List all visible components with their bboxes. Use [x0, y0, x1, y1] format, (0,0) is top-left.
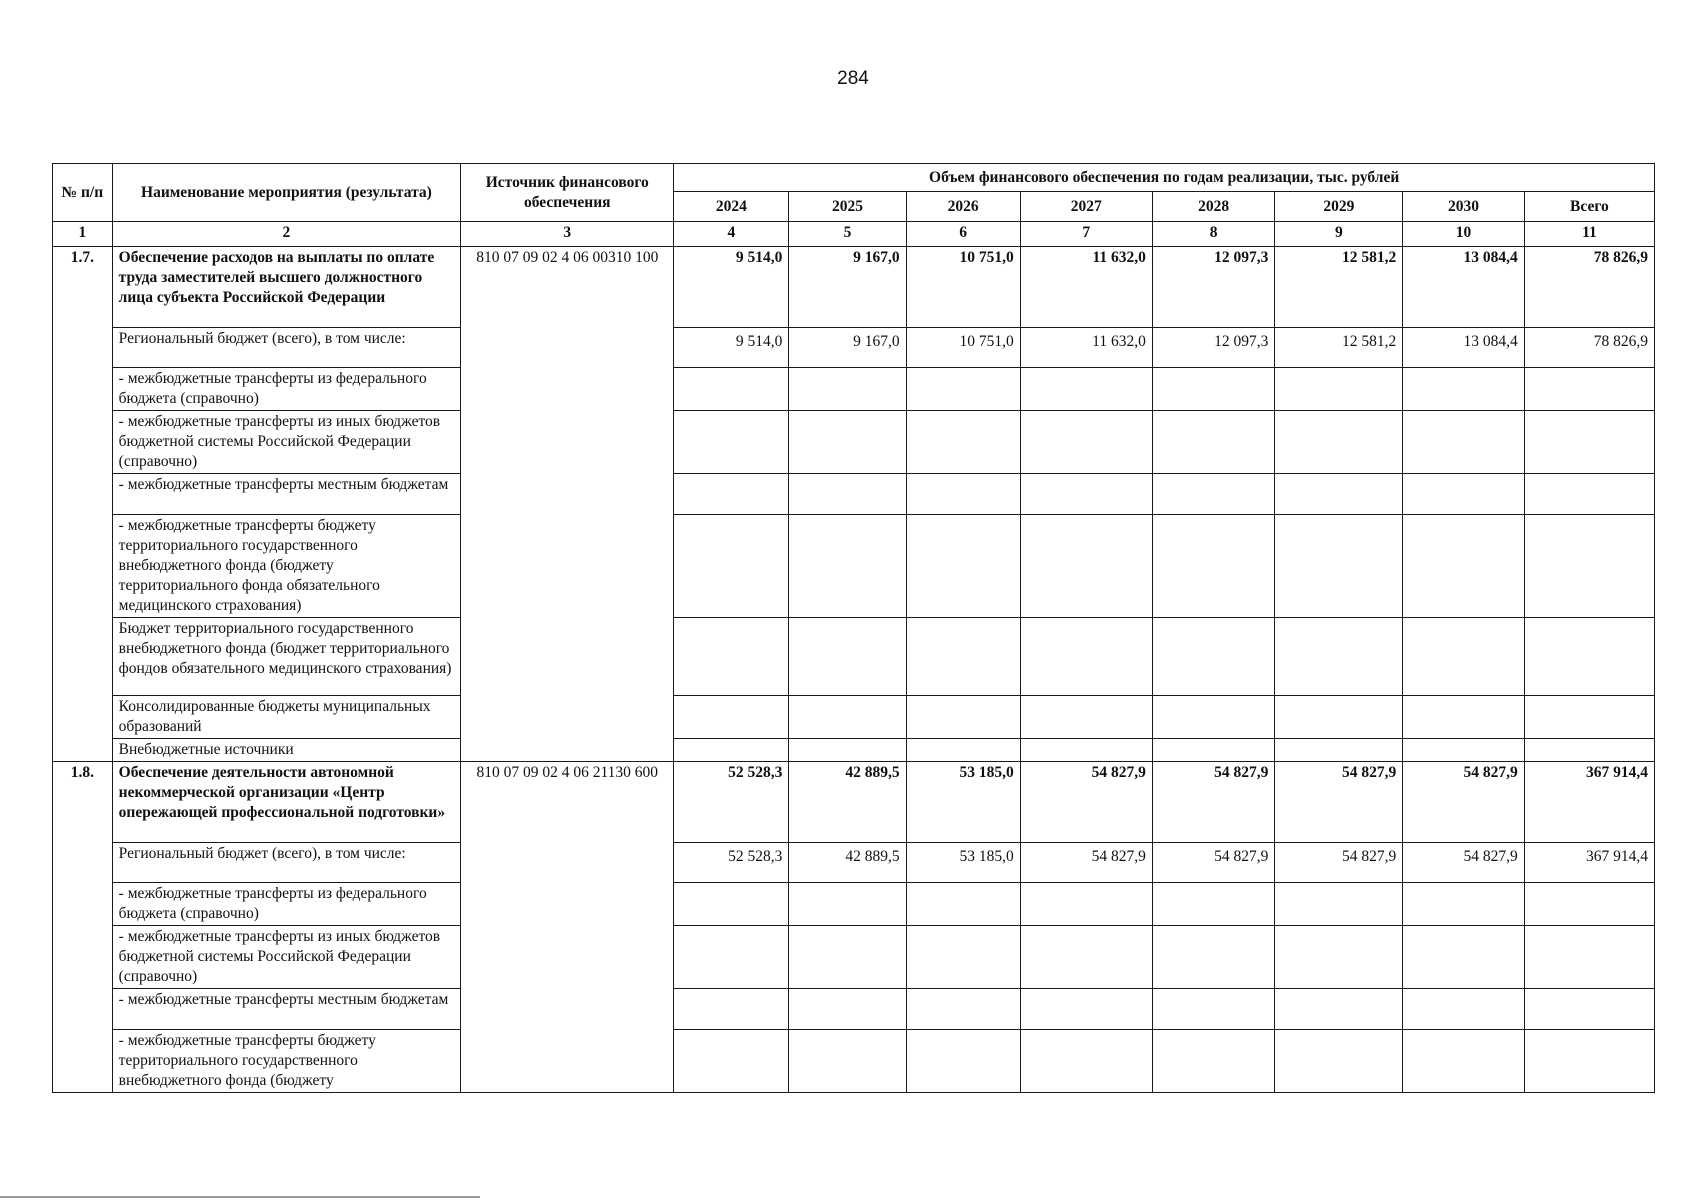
year-value-cell — [1152, 883, 1275, 926]
funding-source-name: Региональный бюджет (всего), в том числе: — [112, 843, 461, 883]
year-value-cell — [1403, 1030, 1525, 1093]
year-value-cell — [906, 696, 1020, 739]
year-value-cell — [1152, 618, 1275, 696]
year-value-cell — [1275, 926, 1403, 989]
table-row — [53, 926, 1655, 989]
year-value-cell — [1020, 474, 1152, 515]
year-value-cell — [1403, 926, 1525, 989]
year-value-cell — [789, 926, 906, 989]
column-number: 11 — [1524, 222, 1654, 247]
section-header-row — [53, 247, 1655, 328]
year-value-cell: 54 827,9 — [1020, 843, 1152, 883]
total-cell — [1524, 739, 1654, 762]
year-value-cell — [1403, 474, 1525, 515]
year-value-cell — [1275, 411, 1403, 474]
year-value-cell — [674, 989, 789, 1030]
year-value-cell — [1152, 368, 1275, 411]
table-row — [53, 411, 1655, 474]
table-row — [53, 843, 1655, 883]
year-value-cell: 54 827,9 — [1152, 762, 1275, 843]
total-cell — [1524, 696, 1654, 739]
year-value-cell: 42 889,5 — [789, 762, 906, 843]
table-row — [53, 696, 1655, 739]
funding-source-name: - межбюджетные трансферты местным бюджетам — [112, 474, 461, 515]
total-cell — [1524, 618, 1654, 696]
year-value-cell — [1275, 1030, 1403, 1093]
year-value-cell: 13 084,4 — [1403, 247, 1525, 328]
year-header: 2027 — [1020, 192, 1152, 222]
funding-source-name: - межбюджетные трансферты из иных бюджетов бюджетной системы Российской Федерации (справочно) — [112, 411, 461, 474]
year-value-cell — [1152, 515, 1275, 618]
year-value-cell — [674, 368, 789, 411]
year-value-cell: 52 528,3 — [674, 843, 789, 883]
total-cell: 78 826,9 — [1524, 328, 1654, 368]
year-value-cell — [1275, 696, 1403, 739]
year-value-cell — [674, 474, 789, 515]
budget-classification-code: 810 07 09 02 4 06 21130 600 — [461, 762, 674, 1093]
table-row — [53, 618, 1655, 696]
year-value-cell — [906, 989, 1020, 1030]
year-value-cell — [1020, 883, 1152, 926]
year-value-cell — [1152, 696, 1275, 739]
total-header: Всего — [1524, 192, 1654, 222]
year-value-cell: 11 632,0 — [1020, 247, 1152, 328]
year-value-cell: 10 751,0 — [906, 247, 1020, 328]
section-header-row — [53, 762, 1655, 843]
year-value-cell: 10 751,0 — [906, 328, 1020, 368]
year-value-cell — [1275, 989, 1403, 1030]
year-value-cell — [1275, 368, 1403, 411]
year-value-cell — [789, 411, 906, 474]
section-number: 1.8. — [53, 762, 113, 1093]
year-value-cell: 54 827,9 — [1275, 762, 1403, 843]
year-value-cell — [1020, 739, 1152, 762]
col-header-no: № п/п — [53, 164, 113, 222]
total-cell: 367 914,4 — [1524, 762, 1654, 843]
year-value-cell — [789, 1030, 906, 1093]
year-value-cell — [1403, 696, 1525, 739]
year-value-cell: 54 827,9 — [1152, 843, 1275, 883]
year-value-cell — [674, 618, 789, 696]
year-value-cell — [1403, 989, 1525, 1030]
year-value-cell: 9 167,0 — [789, 328, 906, 368]
year-value-cell — [906, 474, 1020, 515]
year-value-cell: 53 185,0 — [906, 762, 1020, 843]
page-number: 284 — [837, 68, 869, 89]
column-number: 5 — [789, 222, 906, 247]
year-value-cell: 54 827,9 — [1403, 762, 1525, 843]
year-value-cell — [1152, 989, 1275, 1030]
year-value-cell — [906, 618, 1020, 696]
table-row — [53, 989, 1655, 1030]
total-cell — [1524, 474, 1654, 515]
funding-source-name: - межбюджетные трансферты из иных бюджетов бюджетной системы Российской Федерации (справочно) — [112, 926, 461, 989]
col-header-volume: Объем финансового обеспечения по годам реализации, тыс. рублей — [674, 164, 1655, 192]
funding-source-name: Региональный бюджет (всего), в том числе: — [112, 328, 461, 368]
funding-source-name: - межбюджетные трансферты местным бюджетам — [112, 989, 461, 1030]
total-cell — [1524, 989, 1654, 1030]
year-value-cell — [1020, 515, 1152, 618]
year-value-cell: 13 084,4 — [1403, 328, 1525, 368]
col-header-name: Наименование мероприятия (результата) — [112, 164, 461, 222]
year-value-cell — [1275, 739, 1403, 762]
funding-source-name: - межбюджетные трансферты из федерального бюджета (справочно) — [112, 883, 461, 926]
section-number: 1.7. — [53, 247, 113, 762]
year-value-cell: 12 097,3 — [1152, 328, 1275, 368]
column-number: 8 — [1152, 222, 1275, 247]
col-header-source: Источник финансового обеспечения — [461, 164, 674, 222]
year-value-cell — [1275, 474, 1403, 515]
year-value-cell: 12 581,2 — [1275, 328, 1403, 368]
total-cell — [1524, 926, 1654, 989]
year-value-cell — [789, 696, 906, 739]
year-value-cell: 54 827,9 — [1403, 843, 1525, 883]
year-value-cell — [906, 515, 1020, 618]
year-value-cell — [1152, 411, 1275, 474]
year-value-cell — [1403, 411, 1525, 474]
column-number: 1 — [53, 222, 113, 247]
year-value-cell: 42 889,5 — [789, 843, 906, 883]
column-number: 2 — [112, 222, 461, 247]
year-value-cell — [1275, 883, 1403, 926]
table-row — [53, 1030, 1655, 1093]
year-value-cell — [1020, 926, 1152, 989]
year-value-cell: 9 514,0 — [674, 328, 789, 368]
year-value-cell: 11 632,0 — [1020, 328, 1152, 368]
table-row — [53, 368, 1655, 411]
year-value-cell — [674, 515, 789, 618]
year-value-cell: 12 097,3 — [1152, 247, 1275, 328]
year-value-cell — [674, 739, 789, 762]
year-value-cell — [906, 411, 1020, 474]
year-value-cell: 53 185,0 — [906, 843, 1020, 883]
year-value-cell: 54 827,9 — [1020, 762, 1152, 843]
year-value-cell — [906, 1030, 1020, 1093]
year-value-cell: 12 581,2 — [1275, 247, 1403, 328]
total-cell — [1524, 1030, 1654, 1093]
total-cell: 367 914,4 — [1524, 843, 1654, 883]
total-cell — [1524, 411, 1654, 474]
year-value-cell — [674, 1030, 789, 1093]
year-value-cell — [1020, 618, 1152, 696]
year-value-cell — [906, 368, 1020, 411]
year-value-cell — [1020, 411, 1152, 474]
funding-source-name: Внебюджетные источники — [112, 739, 461, 762]
funding-source-name: Бюджет территориального государственного внебюджетного фонда (бюджет территориального фондов обязательного медицинского страхования) — [112, 618, 461, 696]
year-value-cell — [1403, 883, 1525, 926]
scan-edge-line — [0, 1196, 480, 1198]
year-value-cell — [1020, 368, 1152, 411]
year-value-cell — [1152, 474, 1275, 515]
table-row — [53, 328, 1655, 368]
year-value-cell — [906, 739, 1020, 762]
funding-source-name: - межбюджетные трансферты из федерального бюджета (справочно) — [112, 368, 461, 411]
column-number: 9 — [1275, 222, 1403, 247]
year-header: 2029 — [1275, 192, 1403, 222]
year-value-cell — [1403, 368, 1525, 411]
funding-source-name: Консолидированные бюджеты муниципальных образований — [112, 696, 461, 739]
year-value-cell: 52 528,3 — [674, 762, 789, 843]
year-value-cell — [1020, 1030, 1152, 1093]
year-value-cell — [674, 411, 789, 474]
funding-source-name: - межбюджетные трансферты бюджету территориального государственного внебюджетного фонда (бюджету территориального фонда обязательного медицинского страхования) — [112, 515, 461, 618]
year-value-cell — [789, 739, 906, 762]
year-value-cell — [789, 515, 906, 618]
year-value-cell — [789, 883, 906, 926]
year-value-cell — [674, 926, 789, 989]
total-cell — [1524, 368, 1654, 411]
column-number: 3 — [461, 222, 674, 247]
funding-source-name: - межбюджетные трансферты бюджету территориального государственного внебюджетного фонда (бюджету — [112, 1030, 461, 1093]
table-row — [53, 515, 1655, 618]
year-value-cell: 9 167,0 — [789, 247, 906, 328]
year-value-cell — [1275, 515, 1403, 618]
year-value-cell — [906, 926, 1020, 989]
year-value-cell — [789, 368, 906, 411]
year-header: 2025 — [789, 192, 906, 222]
budget-classification-code: 810 07 09 02 4 06 00310 100 — [461, 247, 674, 762]
year-value-cell — [1020, 989, 1152, 1030]
column-number: 10 — [1403, 222, 1525, 247]
year-header: 2028 — [1152, 192, 1275, 222]
year-value-cell — [1152, 1030, 1275, 1093]
table-row — [53, 883, 1655, 926]
activity-name: Обеспечение деятельности автономной некоммерческой организации «Центр опережающей профессиональной подготовки» — [112, 762, 461, 843]
year-value-cell — [1403, 618, 1525, 696]
year-header: 2024 — [674, 192, 789, 222]
budget-table — [52, 163, 1655, 1093]
year-value-cell — [789, 474, 906, 515]
column-number: 4 — [674, 222, 789, 247]
total-cell — [1524, 515, 1654, 618]
year-value-cell — [1152, 739, 1275, 762]
table-row — [53, 739, 1655, 762]
year-value-cell — [906, 883, 1020, 926]
table-row — [53, 474, 1655, 515]
total-cell: 78 826,9 — [1524, 247, 1654, 328]
year-value-cell — [674, 696, 789, 739]
year-value-cell — [789, 618, 906, 696]
year-value-cell — [1403, 515, 1525, 618]
year-value-cell — [1020, 696, 1152, 739]
year-value-cell — [1152, 926, 1275, 989]
year-value-cell — [674, 883, 789, 926]
column-number: 7 — [1020, 222, 1152, 247]
year-value-cell — [789, 989, 906, 1030]
year-header: 2026 — [906, 192, 1020, 222]
activity-name: Обеспечение расходов на выплаты по оплате труда заместителей высшего должностного лица субъекта Российской Федерации — [112, 247, 461, 328]
total-cell — [1524, 883, 1654, 926]
year-value-cell: 9 514,0 — [674, 247, 789, 328]
year-value-cell — [1275, 618, 1403, 696]
year-value-cell — [1403, 739, 1525, 762]
year-value-cell: 54 827,9 — [1275, 843, 1403, 883]
year-header: 2030 — [1403, 192, 1525, 222]
column-number: 6 — [906, 222, 1020, 247]
